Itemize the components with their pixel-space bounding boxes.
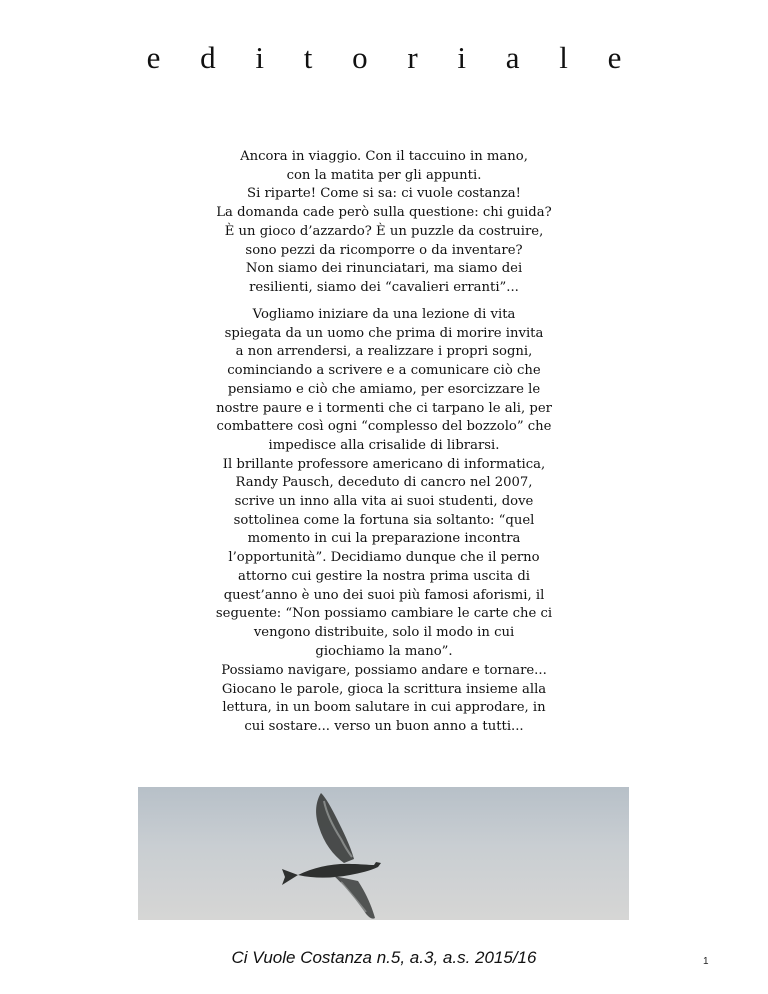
text-line: La domanda cade però sulla questione: chi guida? — [216, 205, 552, 221]
text-line: Vogliamo iniziare da una lezione di vita — [252, 307, 516, 322]
text-line: Non siamo dei rinunciatari, ma siamo dei — [245, 261, 523, 277]
text-line: Si riparte! Come si sa: ci vuole costanza! — [247, 186, 521, 202]
text-line: attorno cui gestire la nostra prima uscita di — [238, 568, 530, 584]
text-line: nostre paure e i tormenti che ci tarpano le ali, per — [216, 400, 552, 416]
text-line: lettura, in un boom salutare in cui approdare, in — [222, 700, 546, 716]
text-line: pensiamo e ciò che amiamo, per esorcizzare le — [227, 381, 541, 397]
text-line: a non arrendersi, a realizzare i propri sogni, — [235, 344, 533, 360]
text-line: quest’anno è uno dei suoi più famosi aforismi, il — [223, 587, 545, 603]
footer-publication: Ci Vuole Costanza n.5, a.3, a.s. 2015/16 — [231, 948, 537, 967]
seagull-icon — [138, 787, 629, 920]
page-title: e d i t o r i a l e — [146, 40, 638, 75]
text-line: cui sostare... verso un buon anno a tutti... — [244, 719, 524, 735]
text-line: resilienti, siamo dei “cavalieri erranti”... — [249, 279, 519, 295]
paragraph-closing — [170, 662, 598, 737]
text-line: sottolinea come la fortuna sia soltanto: “quel — [233, 512, 535, 528]
paragraph-intro — [170, 148, 598, 298]
text-line: Possiamo navigare, possiamo andare e tornare... — [221, 663, 547, 678]
text-line: con la matita per gli appunti. — [286, 167, 482, 183]
text-line: impedisce alla crisalide di librarsi. — [268, 437, 500, 453]
page-number: 1 — [703, 956, 709, 967]
paragraph-lesson — [170, 306, 598, 661]
text-line: Randy Pausch, deceduto di cancro nel 2007, — [235, 475, 533, 491]
text-line: spiegata da un uomo che prima di morire invita — [224, 325, 544, 341]
text-line: sono pezzi da ricomporre o da inventare? — [245, 242, 523, 258]
text-line: vengono distribuite, solo il modo in cui — [253, 624, 515, 640]
text-line: scrive un inno alla vita ai suoi studenti, dove — [234, 494, 534, 510]
text-line: Ancora in viaggio. Con il taccuino in mano, — [240, 149, 528, 164]
text-line: combattere così ogni “complesso del bozzolo” che — [216, 419, 552, 435]
text-line: seguente: “Non possiamo cambiare le carte che ci — [215, 606, 553, 622]
seagull-photo — [138, 787, 629, 920]
text-line: momento in cui la preparazione incontra — [247, 531, 521, 547]
text-line: giochiamo la mano”. — [315, 643, 453, 659]
text-line: È un gioco d’azzardo? È un puzzle da costruire, — [224, 223, 544, 239]
text-line: l’opportunità”. Decidiamo dunque che il perno — [228, 550, 540, 566]
text-line: Il brillante professore americano di informatica, — [222, 456, 546, 472]
text-line: cominciando a scrivere e a comunicare ciò che — [227, 363, 541, 379]
text-line: Giocano le parole, gioca la scrittura insieme alla — [221, 681, 547, 697]
